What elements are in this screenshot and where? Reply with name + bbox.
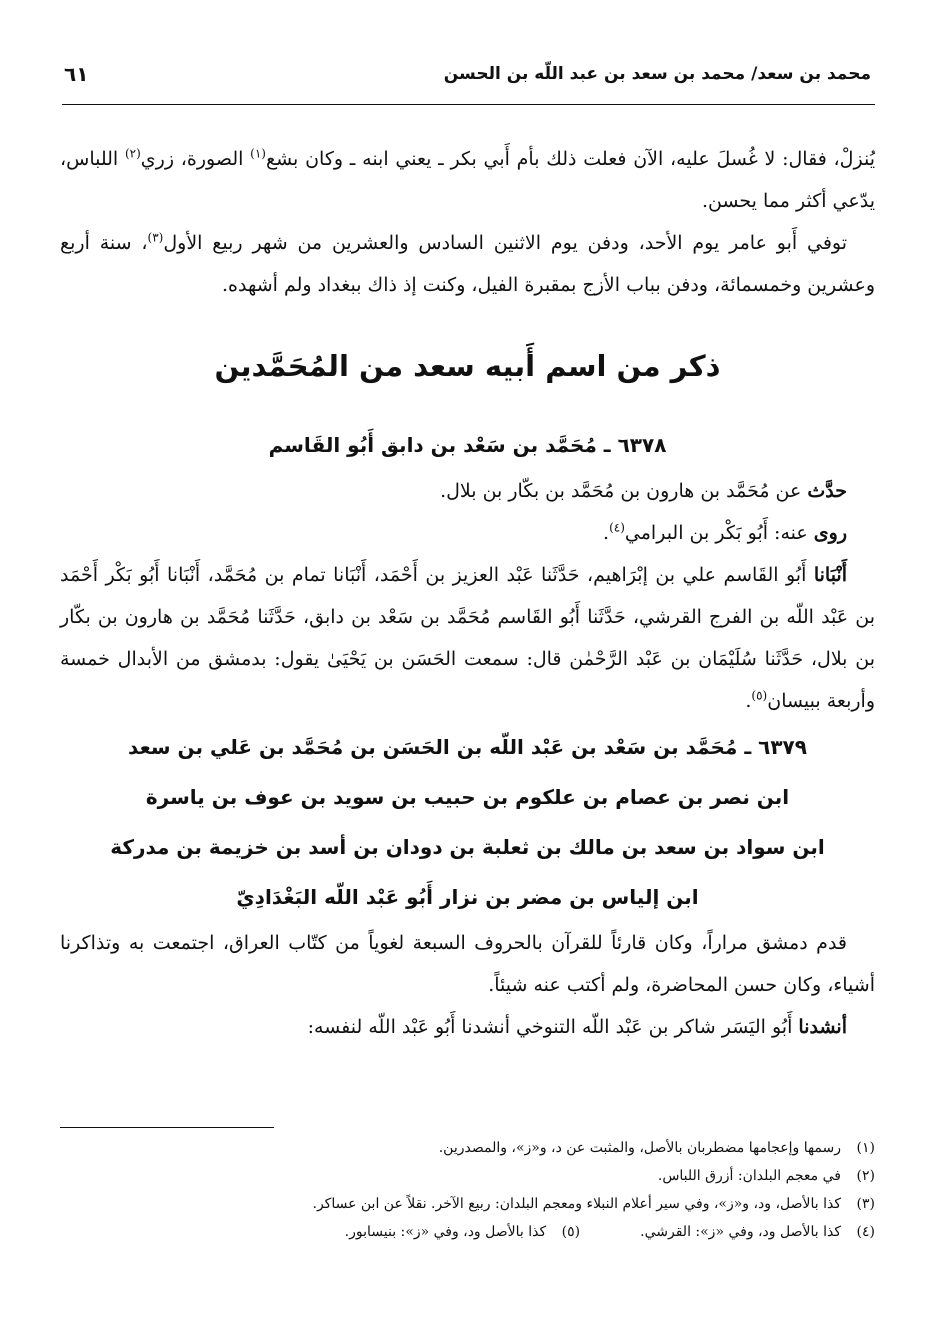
entry-6379-bio: قدم دمشق مراراً، وكان قارئاً للقرآن بالحروف السبعة لغوياً من كتّاب العراق، اجتمعت به وتذاكرنا أشياء، وكان حسن المحاضرة، ولم أكتب عنه شيئاً. <box>60 932 875 996</box>
entry-6379-poem-intro: أنشدنا أَبُو اليَسَر شاكر بن عَبْد اللّه التنوخي أنشدنا أَبُو عَبْد اللّه لنفسه: <box>307 1016 847 1038</box>
entry-6378-isnad: أَنْبَانا أَبُو القَاسم علي بن إبْرَاهيم، حَدَّثَنا عَبْد العزيز بن أَحْمَد، أَنْبَانا تمام بن مُحَمَّد، أَنْبَانا أَبُو بَكْر أَحْمَد بن عَبْد اللّه بن الفرج القرشي، حَدَّثَنا أَبُو القَاسم مُحَمَّد بن سَعْد بن دابق، حَدَّثَنا مُحَمَّد بن هارون بن بكّار بن بلال، حَدَّثَنا سُلَيْمَان بن عَبْد الرَّحْمٰن قال: سمعت الحَسَن بن يَحْيَىٰ يقول: بدمشق من الأبدال خمسة وأربعة ببيسان$^{(٥)}$. <box>60 564 875 712</box>
footnote-3: (٣)كذا بالأصل، ود، و«ز»، وفي سير أعلام النبلاء ومعجم البلدان: ربيع الآخر. نقلاً عن ابن عساكر. <box>312 1196 875 1212</box>
footnote-2: (٢)في معجم البلدان: أزرق اللباس. <box>657 1168 875 1184</box>
entry-6379-heading-line-2: ابن نصر بن عصام بن علكوم بن حبيب بن سويد بن عوف بن ياسرة <box>145 785 790 809</box>
header-rule <box>62 104 875 105</box>
entry-6379-heading-line-1: ٦٣٧٩ ـ مُحَمَّد بن سَعْد بن عَبْد اللّه بن الحَسَن بن مُحَمَّد بن عَلي بن سعد <box>128 735 807 759</box>
entry-6378-haddath: حدَّث عن مُحَمَّد بن هارون بن مُحَمَّد بن بكّار بن بلال. <box>440 480 847 502</box>
entry-6379-heading-line-3: ابن سواد بن سعد بن مالك بن ثعلبة بن دودان بن أسد بن خزيمة بن مدركة <box>110 835 825 859</box>
footnote-rule <box>60 1127 274 1128</box>
paragraph-1: يُنزلْ، فقال: لا غُسلَ عليه، الآن فعلت ذلك بأم أَبي بكر ـ يعني ابنه ـ وكان بشع$^{(١)}$ الصورة، زري$^{(٢)}$ اللباس، يدّعي أكثر مما يحسن. <box>60 146 875 212</box>
footnote-5: (٥)كذا بالأصل ود، وفي «ز»: بنيسابور. <box>344 1224 581 1240</box>
footnote-ref-2: (٢) <box>124 146 141 161</box>
page-header <box>64 58 871 94</box>
main-text <box>60 138 875 1048</box>
running-title: محمد بن سعد/ محمد بن سعد بن عبد اللّه بن الحسن <box>443 64 871 84</box>
page-number: ٦١ <box>64 62 89 86</box>
paragraph-2: توفي أَبو عامر يوم الأحد، ودفن يوم الاثنين السادس والعشرين من شهر ربيع الأول$^{(٣)}$، سنة أربع وعشرين وخمسمائة، ودفن بباب الأزج بمقبرة الفيل، وكنت إذ ذاك ببغداد ولم أشهده. <box>60 230 875 296</box>
footnotes <box>60 1134 875 1246</box>
footnote-ref-5: (٥) <box>751 688 768 703</box>
footnote-ref-1: (١) <box>250 146 266 161</box>
footnote-ref-4: (٤) <box>609 520 625 535</box>
footnote-1: (١)رسمها وإعجامها مضطربان بالأصل، والمثبت عن د، و«ز»، والمصدرين. <box>438 1140 875 1156</box>
footnote-ref-3: (٣) <box>147 230 164 245</box>
section-title: ذكر من اسم أَبيه سعد من المُحَمَّدين <box>214 349 721 383</box>
entry-6378-rawa: روى عنه: أَبُو بَكْر بن البرامي$^{(٤)}$. <box>603 520 847 544</box>
entry-6379-heading-line-4: ابن إلياس بن مضر بن نزار أَبُو عَبْد اللّه البَغْدَادِيّ <box>236 885 699 909</box>
entry-6378-heading: ٦٣٧٨ ـ مُحَمَّد بن سَعْد بن دابق أَبُو القَاسم <box>268 433 667 457</box>
footnote-4-5: (٤)كذا بالأصل ود، وفي «ز»: القرشي.(٥)كذا بالأصل ود، وفي «ز»: بنيسابور. <box>344 1224 875 1240</box>
